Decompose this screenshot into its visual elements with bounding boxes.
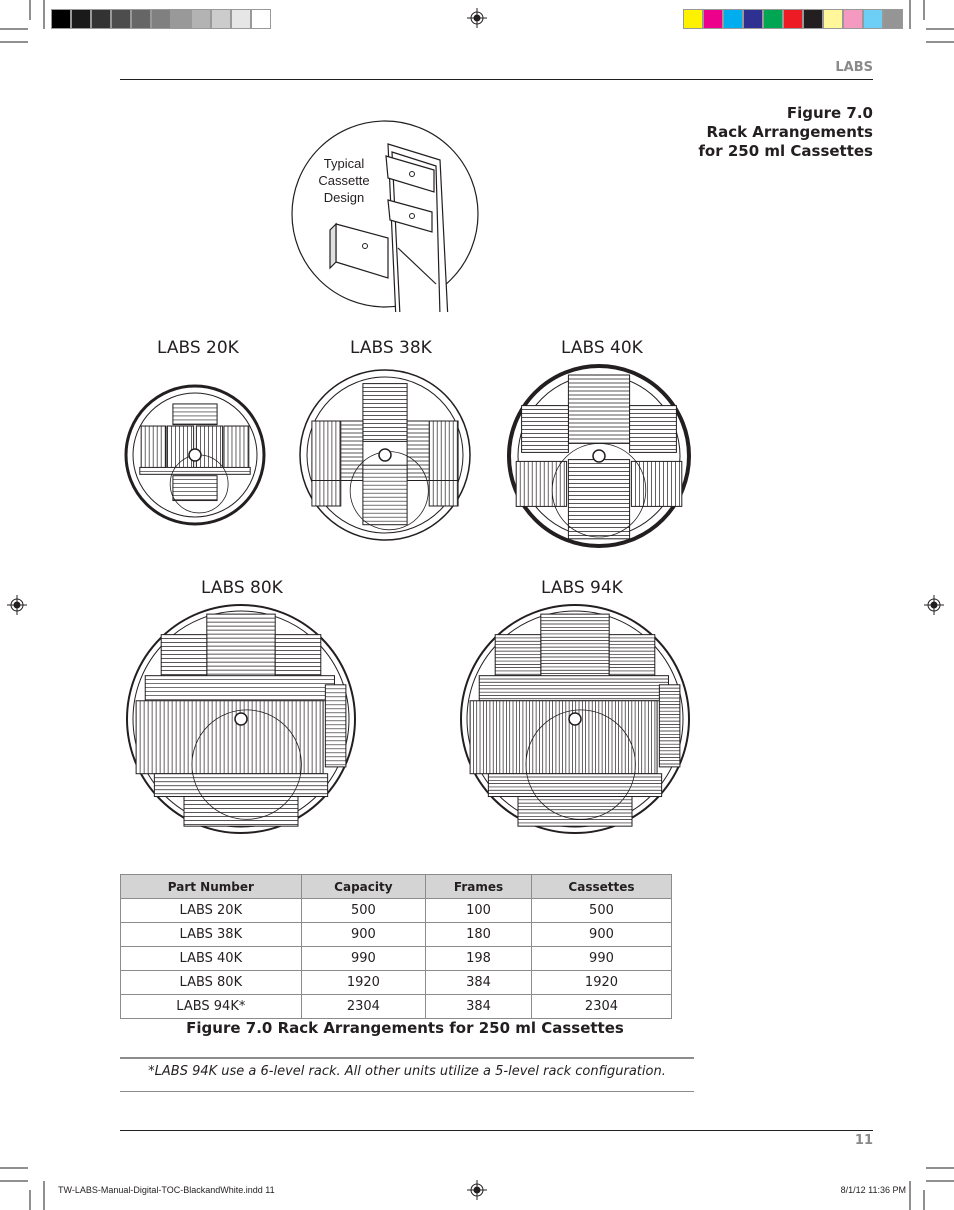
rack-label-80k: LABS 80K xyxy=(201,578,283,598)
color-swatch xyxy=(111,9,131,29)
color-swatch xyxy=(71,9,91,29)
footer-rule xyxy=(120,1130,873,1131)
inset-line2: Cassette xyxy=(318,173,370,188)
cell-part: LABS 94K* xyxy=(121,995,302,1019)
cell-capacity: 500 xyxy=(301,899,425,923)
cell-cassettes: 900 xyxy=(531,923,671,947)
page-number: 11 xyxy=(854,1133,873,1148)
table-row xyxy=(121,899,672,923)
cassette-block xyxy=(659,685,680,767)
color-swatch xyxy=(823,9,843,29)
cell-frames: 180 xyxy=(426,923,532,947)
table-row xyxy=(121,947,672,971)
cassette-design-inset xyxy=(290,120,490,312)
color-swatch xyxy=(763,9,783,29)
cell-frames: 100 xyxy=(426,899,532,923)
cell-frames: 384 xyxy=(426,995,532,1019)
rack-spec-table xyxy=(120,874,672,1019)
color-swatch xyxy=(51,9,71,29)
rack-diagram-20k xyxy=(122,384,268,526)
col-capacity: Capacity xyxy=(301,875,425,899)
cassette-block xyxy=(154,774,327,797)
color-swatch xyxy=(151,9,171,29)
color-swatch xyxy=(783,9,803,29)
rack-diagram-94k xyxy=(458,603,692,835)
cassette-block xyxy=(173,404,217,425)
cassette-block xyxy=(495,635,541,676)
col-part-number: Part Number xyxy=(121,875,302,899)
table-caption: Figure 7.0 Rack Arrangements for 250 ml Cassettes xyxy=(186,1019,624,1037)
color-swatch xyxy=(843,9,863,29)
rack-label-20k: LABS 20K xyxy=(157,338,239,358)
color-swatch xyxy=(743,9,763,29)
color-swatch xyxy=(723,9,743,29)
table-row xyxy=(121,923,672,947)
cell-frames: 198 xyxy=(426,947,532,971)
color-swatch xyxy=(251,9,271,29)
cassette-block xyxy=(184,797,298,827)
cassette-block xyxy=(363,465,407,525)
table-header-row xyxy=(121,875,672,899)
cell-part: LABS 38K xyxy=(121,923,302,947)
color-swatch xyxy=(683,9,703,29)
color-swatch xyxy=(703,9,723,29)
figure-title-line1: Figure 7.0 xyxy=(786,104,873,122)
color-swatch xyxy=(883,9,903,29)
cassette-block xyxy=(161,635,207,676)
table-row xyxy=(121,995,672,1019)
figure-title xyxy=(698,104,873,161)
color-swatch xyxy=(231,9,251,29)
cassette-block xyxy=(609,635,655,676)
color-swatch xyxy=(171,9,191,29)
color-swatch xyxy=(131,9,151,29)
color-swatch xyxy=(863,9,883,29)
rack-diagram-38k xyxy=(298,368,472,542)
cell-capacity: 990 xyxy=(301,947,425,971)
cell-capacity: 2304 xyxy=(301,995,425,1019)
cassette-block xyxy=(275,635,321,676)
cassette-block xyxy=(568,375,629,443)
cassette-block xyxy=(140,467,250,474)
rack-label-40k: LABS 40K xyxy=(561,338,643,358)
color-swatch xyxy=(211,9,231,29)
col-cassettes: Cassettes xyxy=(531,875,671,899)
slug-date: 8/1/12 11:36 PM xyxy=(840,1185,906,1195)
cassette-block xyxy=(470,701,657,774)
cell-capacity: 900 xyxy=(301,923,425,947)
center-post xyxy=(235,713,247,725)
figure-title-line3: for 250 ml Cassettes xyxy=(698,142,873,160)
footnote-rule-top xyxy=(120,1057,694,1059)
cassette-block xyxy=(479,676,668,701)
slug-filename: TW-LABS-Manual-Digital-TOC-BlackandWhite.indd 11 xyxy=(58,1185,275,1195)
figure-title-line2: Rack Arrangements xyxy=(706,123,873,141)
inset-line1: Typical xyxy=(323,156,365,171)
cell-part: LABS 80K xyxy=(121,971,302,995)
color-swatch xyxy=(91,9,111,29)
cassette-block xyxy=(541,614,609,685)
cell-cassettes: 500 xyxy=(531,899,671,923)
cell-cassettes: 1920 xyxy=(531,971,671,995)
rack-diagram-80k xyxy=(124,603,358,835)
header-rule xyxy=(120,79,873,80)
cell-cassettes: 2304 xyxy=(531,995,671,1019)
center-post xyxy=(593,450,605,462)
footnote: *LABS 94K use a 6-level rack. All other units utilize a 5-level rack configuration. xyxy=(148,1064,666,1079)
center-post xyxy=(569,713,581,725)
cassette-block xyxy=(363,384,407,442)
inset-line3: Design xyxy=(323,190,365,205)
rack-label-94k: LABS 94K xyxy=(541,578,623,598)
cell-cassettes: 990 xyxy=(531,947,671,971)
center-post xyxy=(379,449,391,461)
color-swatch xyxy=(803,9,823,29)
cell-frames: 384 xyxy=(426,971,532,995)
cell-capacity: 1920 xyxy=(301,971,425,995)
rack-label-38k: LABS 38K xyxy=(350,338,432,358)
cassette-block xyxy=(341,421,363,481)
table-row xyxy=(121,971,672,995)
section-header: LABS xyxy=(835,60,873,75)
cassette-block xyxy=(631,461,681,506)
cassette-block xyxy=(407,421,429,481)
color-swatch xyxy=(191,9,211,29)
cassette-block xyxy=(516,461,566,506)
cell-part: LABS 40K xyxy=(121,947,302,971)
cassette-block xyxy=(518,797,632,827)
col-frames: Frames xyxy=(426,875,532,899)
cell-part: LABS 20K xyxy=(121,899,302,923)
center-post xyxy=(189,449,201,461)
rack-diagram-40k xyxy=(506,364,692,548)
footnote-rule-bottom xyxy=(120,1091,694,1092)
